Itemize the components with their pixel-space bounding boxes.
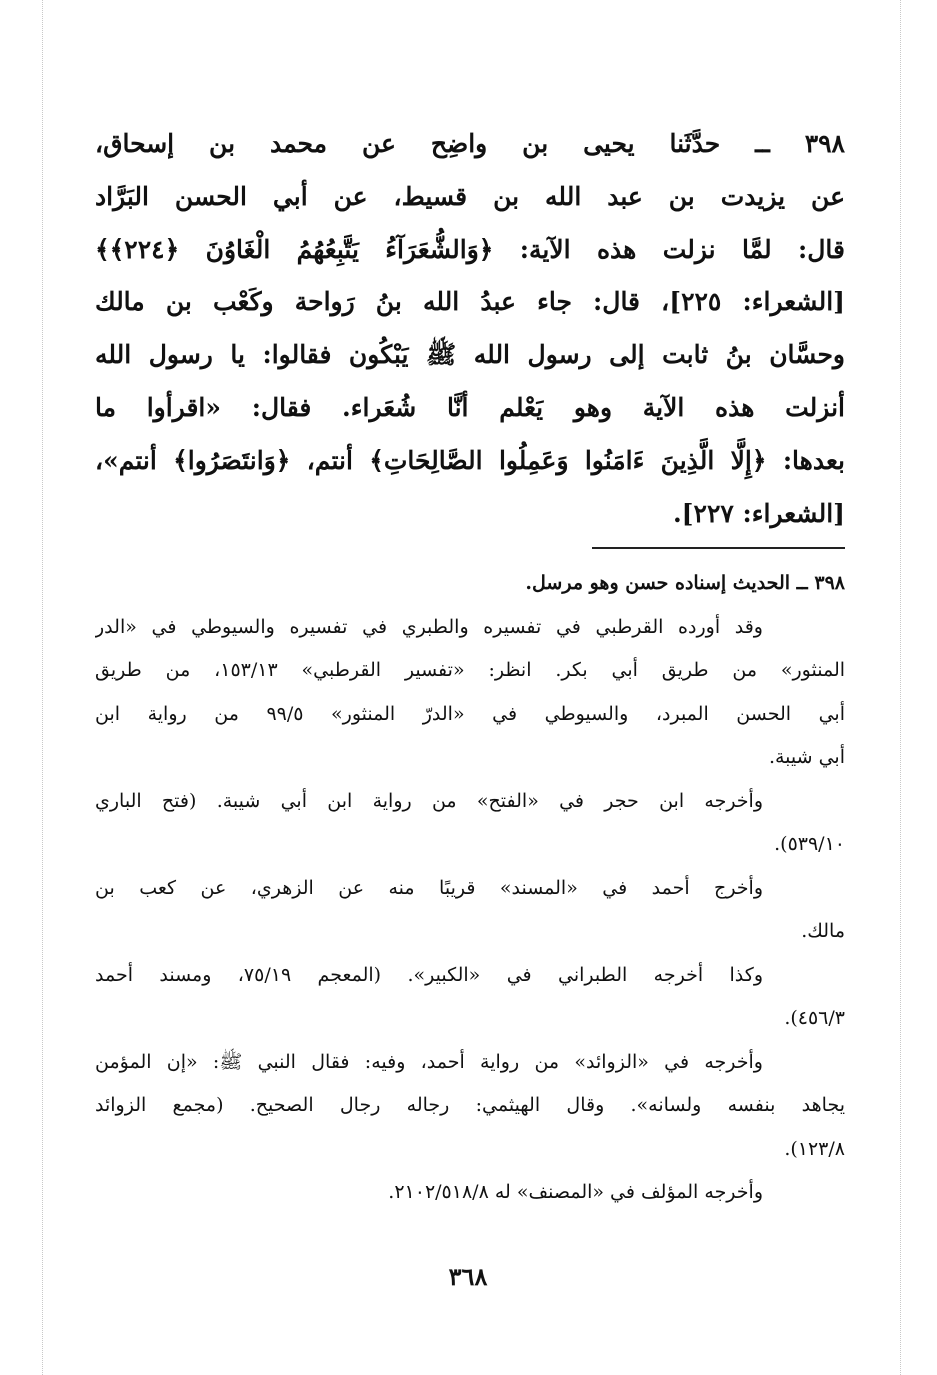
page-number: ٣٦٨	[448, 1262, 488, 1291]
footnote-separator	[592, 547, 845, 549]
footnote-line: ١٢٣/٨).	[784, 1137, 845, 1160]
hadith-line: وحسَّان بنُ ثابت إلى رسول الله ﷺ يَبْكُون فقالوا: يا رسول الله	[95, 340, 845, 370]
footnote-line: ٤٥٦/٣).	[784, 1007, 845, 1029]
scan-guide-right	[900, 0, 901, 1375]
hadith-line: أنزلت هذه الآية وهو يَعْلم أنَّا شُعَراء. فقال: «اقرأوا ما	[95, 392, 845, 422]
footnote-line: وقد أورده القرطبي في تفسيره والطبري في تفسيره والسيوطي في «الدر	[95, 615, 763, 638]
footnote-line: وكذا أخرجه الطبراني في «الكبير». (المعجم ٧٥/١٩، ومسند أحمد	[95, 963, 763, 986]
footnote-line: أبي شيبة.	[768, 746, 845, 768]
footnote-line: أبي الحسن المبرد، والسيوطي في «الدرّ المنثور» ٩٩/٥ من رواية ابن	[95, 702, 845, 725]
hadith-line: بعدها: ﴿إِلَّا الَّذِينَ ءَامَنُوا وَعَمِلُوا الصَّالِحَاتِ﴾ أنتم، ﴿وَانتَصَرُوا﴾ أنتم»،	[95, 445, 845, 475]
footnote-line: مالك.	[801, 920, 845, 942]
footnote-line: وأخرجه ابن حجر في «الفتح» من رواية ابن أبي شيبة. (فتح الباري	[95, 789, 763, 812]
footnote-line: يجاهد بنفسه ولسانه». وقال الهيثمي: رجاله رجال الصحيح. (مجمع الزوائد	[95, 1094, 845, 1116]
footnote-line: وأخرجه المؤلف في «المصنف» له ٢١٠٢/٥١٨/٨.	[388, 1181, 763, 1203]
footnote-line: وأخرجه في «الزوائد» من رواية أحمد، وفيه: فقال النبي ﷺ: «إن المؤمن	[95, 1050, 763, 1073]
hadith-line: [الشعراء: ٢٢٥]، قال: جاء عبدُ الله بنُ رَواحة وكَعْب بن مالك	[95, 287, 845, 317]
footnote-line: المنثور» من طريق أبي بكر. انظر: «تفسير القرطبي» ١٥٣/١٣، من طريق	[95, 659, 845, 681]
scan-guide-left	[42, 0, 43, 1375]
footnotes	[95, 562, 845, 1215]
hadith-line: قال: لمَّا نزلت هذه الآية: ﴿وَالشُّعَرَآءُ يَتَّبِعُهُمُ الْغَاوُنَ ﴿٢٢٤﴾﴾	[95, 234, 845, 264]
hadith-text	[95, 118, 845, 540]
footnote-line: وأخرج أحمد في «المسند» قريبًا منه عن الزهري، عن كعب بن	[95, 876, 763, 899]
hadith-line: ٣٩٨ ــ حدَّثَنا يحيى بن واضِح عن محمد بن إسحاق،	[95, 129, 845, 158]
hadith-line: عن يزيدت بن عبد الله بن قسيط، عن أبي الحسن البَرَّاد	[95, 181, 845, 211]
footnote-line: ٥٣٩/١٠).	[774, 833, 845, 855]
hadith-line: [الشعراء: ٢٢٧].	[672, 498, 845, 528]
footnote-line: ٣٩٨ ــ الحديث إسناده حسن وهو مرسل.	[525, 572, 845, 594]
